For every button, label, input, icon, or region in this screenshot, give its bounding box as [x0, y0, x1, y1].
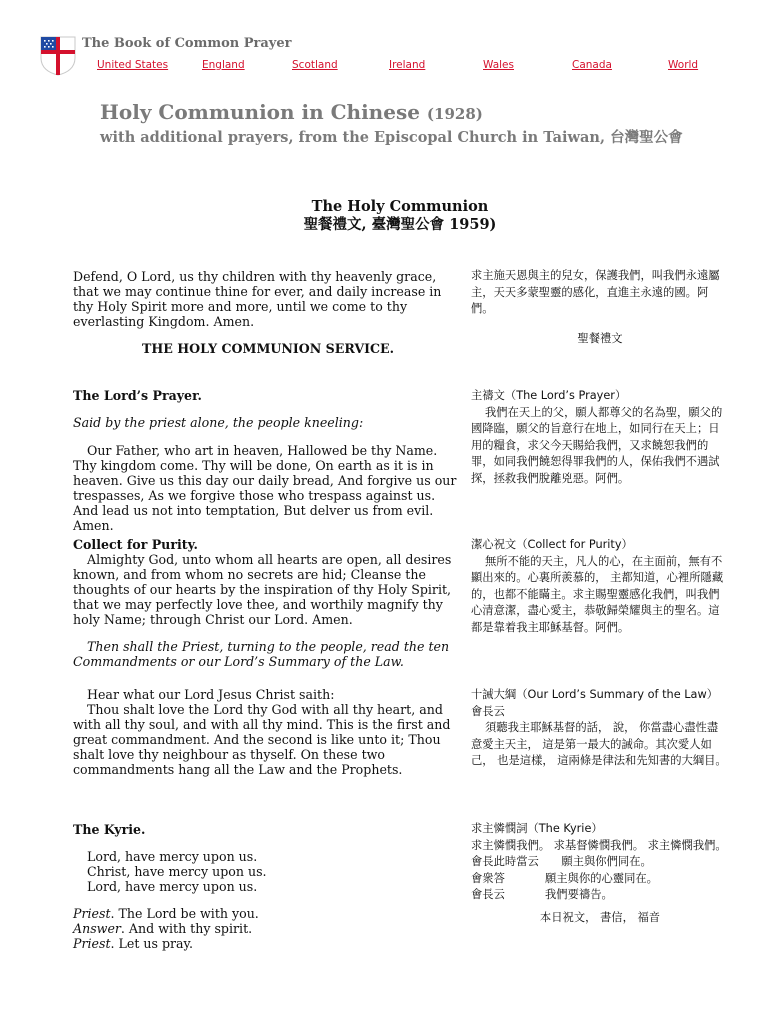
dialog-speaker: 會長此時當云 — [471, 855, 539, 868]
nav-link-canada[interactable]: Canada — [572, 59, 612, 71]
kyrie-line: Christ, have mercy upon us. — [87, 864, 267, 879]
chinese-collect-title: 潔心祝文（Collect for Purity） — [471, 538, 633, 551]
kyrie-line: Lord, have mercy upon us. — [87, 879, 258, 894]
priest-versicle-2 — [73, 936, 463, 951]
page-title — [100, 100, 740, 124]
nav-link-world[interactable]: World — [668, 59, 699, 71]
page-title-year: (1928) — [426, 105, 483, 123]
priest-label: Priest — [73, 906, 111, 921]
chinese-opening-text: 求主施天恩與主的兒女，保護我們，叫我們永遠屬主，天天多蒙聖靈的感化，直進主永遠的國。阿們。 — [471, 269, 720, 315]
nav-link-ireland[interactable]: Ireland — [389, 59, 426, 71]
chinese-summary-section — [471, 687, 729, 770]
english-summary-section — [73, 687, 463, 777]
english-summary-intro: Hear what our Lord Jesus Christ saith: — [87, 687, 335, 702]
nav-link-england[interactable]: England — [202, 59, 245, 71]
dialog-line — [471, 871, 729, 888]
dialog-speaker: 會長云 — [471, 888, 505, 901]
english-collect-text: Almighty God, unto whom all hearts are open, all desires known, and from whom no secrets are hid; Cleanse the thoughts of our hearts by the inspiration of thy Holy Spirit, that we may perfectly love thee, and worthily magnify thy holy Name; through Christ our Lord. Amen. — [73, 552, 452, 627]
page-title-text: Holy Communion in Chinese — [100, 100, 420, 124]
page-subtitle: with additional prayers, from the Episcopal Church in Taiwan, 台灣聖公會 — [100, 129, 683, 146]
english-opening-text: Defend, O Lord, us thy children with thy heavenly grace, that we may continue thine for ever, and daily increase in thy Holy Spirit more and more, until we come to thy everlasting Kingdom. Amen. — [73, 269, 442, 329]
chinese-lords-prayer-section — [471, 388, 729, 487]
chinese-kyrie-title: 求主憐憫詞（The Kyrie） — [471, 822, 603, 835]
chinese-summary-lead: 會長云 — [471, 704, 505, 718]
english-lords-prayer-text: Our Father, who art in heaven, Hallowed be thy Name. Thy kingdom come. Thy will be done, On earth as it is in heaven. Give us this day our daily bread, And forgive us our trespasses, As we forgive those who trespass against us. And lead us not into temptation, But delver us from evil. Amen. — [73, 443, 457, 533]
english-lords-prayer-title: The Lord’s Prayer. — [73, 388, 202, 403]
dialog-text: 願主與你們同在。 — [561, 855, 652, 868]
chinese-summary-text: 須聽我主耶穌基督的話， 說， 你當盡心盡性盡意愛主天主， 這是第一最大的誡命。其次愛人如己， 也是這樣， 這兩條是律法和先知書的大綱目。 — [471, 721, 727, 767]
english-service-title: THE HOLY COMMUNION SERVICE. — [141, 341, 395, 356]
answer-response — [73, 921, 463, 936]
priest-label: Priest — [73, 936, 111, 951]
english-commandments-rubric: Then shall the Priest, turning to the people, read the ten Commandments or our Lord’s Summary of the Law. — [73, 639, 450, 669]
answer-label: Answer — [73, 921, 121, 936]
english-lords-prayer-section — [73, 388, 463, 533]
document-title-block — [0, 198, 768, 234]
nav-link-wales[interactable]: Wales — [483, 59, 514, 71]
english-kyrie-title: The Kyrie. — [73, 822, 146, 837]
chinese-collect-text: 無所不能的天主，凡人的心，在主面前，無有不顯出來的。心裏所羨慕的， 主都知道，心裡所隱藏的，也都不能瞞主。求主賜聖靈感化我們，叫我們心清意潔，盡心愛主，恭敬歸榮耀與主的聖名。這都是靠着我主耶穌基督。阿們。 — [471, 554, 724, 634]
chinese-kyrie-text: 求主憐憫我們。 求基督憐憫我們。 求主憐憫我們。 — [471, 838, 727, 852]
priest-text: . Let us pray. — [110, 936, 193, 951]
dialog-speaker: 會衆答 — [471, 871, 505, 885]
site-header — [40, 36, 740, 76]
priest-text: . The Lord be with you. — [110, 906, 259, 921]
page-heading — [100, 100, 740, 147]
english-summary-text: Thou shalt love the Lord thy God with all thy heart, and with all thy soul, and with all thy mind. This is the first and great commandment. And the second is like unto it; Thou shalt love thy neighbour as thyself. On these two commandments hang all the Law and the Prophets. — [73, 702, 451, 777]
dialog-text: 我們要禱告。 — [545, 888, 613, 901]
kyrie-line: Lord, have mercy upon us. — [87, 849, 258, 864]
chinese-collect-section — [471, 537, 729, 636]
chinese-opening-prayer — [471, 268, 729, 318]
english-kyrie-section — [73, 822, 463, 951]
nav-link-united-states[interactable]: United States — [97, 59, 169, 71]
dialog-line — [471, 887, 729, 904]
priest-versicle — [73, 906, 463, 921]
nav-link-scotland[interactable]: Scotland — [292, 59, 338, 71]
english-opening-prayer — [73, 269, 463, 329]
chinese-summary-title: 十誡大綱（Our Lord’s Summary of the Law） — [471, 688, 719, 701]
chinese-lords-prayer-title: 主禱文（The Lord’s Prayer） — [471, 389, 627, 402]
chinese-next-heading: 本日祝文， 書信， 福音 — [539, 910, 661, 924]
site-title-link[interactable]: The Book of Common Prayer — [82, 36, 292, 51]
dialog-text: 願主與你的心靈同在。 — [545, 871, 658, 885]
chinese-lords-prayer-text: 我們在天上的父，願人都尊父的名為聖，願父的國降臨，願父的旨意行在地上，如同行在天上；日用的糧食，求父今天賜給我們，又求饒恕我們的罪，如同我們饒恕得罪我們的人，保佑我們不遇試探，拯救我們脫離兇惡。阿們。 — [471, 405, 723, 485]
chinese-kyrie-section — [471, 821, 729, 926]
country-nav — [40, 59, 740, 75]
chinese-service-title: 聖餐禮文 — [577, 332, 623, 345]
document-title: The Holy Communion — [311, 198, 489, 215]
english-collect-section — [73, 537, 463, 669]
english-collect-title: Collect for Purity. — [73, 537, 198, 552]
answer-text: . And with thy spirit. — [120, 921, 253, 936]
document-subtitle: 聖餐禮文, 臺灣聖公會 1959) — [303, 216, 497, 233]
dialog-line — [471, 854, 729, 871]
english-lords-prayer-rubric: Said by the priest alone, the people kneeling: — [73, 415, 364, 430]
